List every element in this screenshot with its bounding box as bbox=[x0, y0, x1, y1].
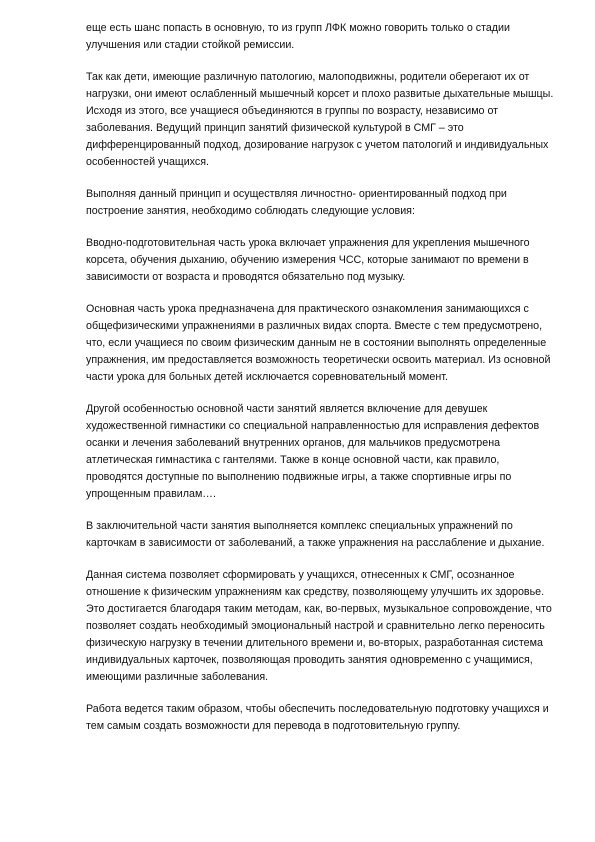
paragraph-9: Работа ведется таким образом, чтобы обеспечить последовательную подготовку учащихся и тем самым создать возможности для перевода в подготовительную группу. bbox=[86, 703, 549, 732]
paragraph-5: Основная часть урока предназначена для практического ознакомления занимающихся с общефизическими упражнениями в различных видах спорта. Вместе с тем предусмотрено, что, если учащиеся по своим физическим данным не в состоянии выполнять определенные упражнения, им предоставляется возможность теоретически освоить материал. Из основной части урока для больных детей исключается соревновательный момент. bbox=[86, 303, 551, 383]
paragraph-4: Вводно-подготовительная часть урока включает упражнения для укрепления мышечного корсета, обучения дыханию, обучению измерения ЧСС, которые занимают по времени в зависимости от возраста и проводятся обязательно под музыку. bbox=[86, 237, 530, 283]
paragraph-3: Выполняя данный принцип и осуществляя личностно- ориентированный подход при построение занятия, необходимо соблюдать следующие условия: bbox=[86, 188, 507, 217]
paragraph-6: Другой особенностью основной части занятий является включение для девушек художественной гимнастики со специальной направленностью для исправления дефектов осанки и лечения заболеваний внутренних органов, для мальчиков предусмотрена атлетическая гимнастика с гантелями. Также в конце основной части, как правило, проводятся доступные по выполнению подвижные игры, а также спортивные игры по упрощенным правилам…. bbox=[86, 403, 540, 500]
paragraph-8: Данная система позволяет сформировать у учащихся, отнесенных к СМГ, осознанное отношение к физическим упражнениям как средству, позволяющему улучшить их здоровье. Это достигается благодаря таким методам, как, во-первых, музыкальное сопровождение, что позволяет создать необходимый эмоциональный настрой и сравнительно легко переносить физическую нагрузку в течении длительного времени и, во-вторых, разработанная система индивидуальных карточек, позволяющая проводить занятия одновременно с учащимися, имеющими различные заболевания. bbox=[86, 569, 552, 683]
paragraph-1: еще есть шанс попасть в основную, то из групп ЛФК можно говорить только о стадии улучшения или стадии стойкой ремиссии. bbox=[86, 22, 510, 51]
paragraph-2: Так как дети, имеющие различную патологию, малоподвижны, родители оберегают их от нагрузки, они имеют ослабленный мышечный корсет и плохо развитые дыхательные мышцы. Исходя из этого, все учащиеся объединяются в группы по возрасту, независимо от заболевания. Ведущий принцип занятий физической культурой в СМГ – это дифференцированный подход, дозирование нагрузок с учетом патологий и индивидуальных особенностей учащихся. bbox=[86, 71, 554, 168]
document-body bbox=[86, 20, 558, 750]
paragraph-7: В заключительной части занятия выполняется комплекс специальных упражнений по карточкам в зависимости от заболеваний, а также упражнения на расслабление и дыхание. bbox=[86, 520, 545, 549]
